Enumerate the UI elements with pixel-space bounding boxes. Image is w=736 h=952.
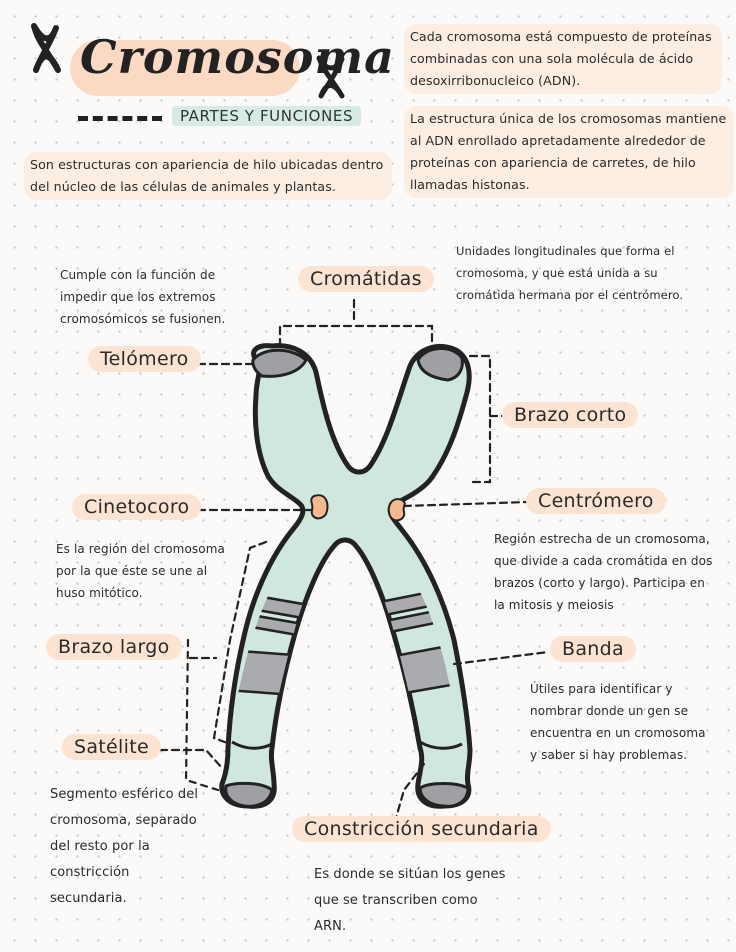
satellite-right-tip — [420, 784, 468, 807]
label-brazo-corto: Brazo corto — [502, 402, 638, 428]
intro-text: Son estructuras con apariencia de hilo ubicadas dentro del núcleo de las células de animales y plantas. — [24, 152, 392, 200]
label-cromatidas: Cromátidas — [298, 266, 434, 292]
label-telomero: Telómero — [88, 346, 201, 372]
page-subtitle: PARTES Y FUNCIONES — [172, 106, 361, 126]
info-text-2: La estructura única de los cromosomas mantiene al ADN enrollado apretadamente alrededor de proteínas con apariencia de carretes, de hilo llamadas histonas. — [404, 106, 734, 198]
desc-centromero: Región estrecha de un cromosoma, que divide a cada cromátida en dos brazos (corto y largo). Participa en la mitosis y meiosis — [494, 532, 713, 612]
label-cinetocoro: Cinetocoro — [72, 494, 201, 520]
label-satelite: Satélite — [62, 734, 161, 760]
kinetochore-left — [311, 495, 327, 518]
desc-satelite: Segmento esférico del cromosoma, separado del resto por la constricción secundaria. — [50, 787, 199, 906]
satellite-left-tip — [226, 783, 272, 806]
desc-telomero: Cumple con la función de impedir que los extremos cromosómicos se fusionen. — [60, 268, 226, 326]
label-banda: Banda — [550, 636, 636, 662]
page-title: Cromosoma — [80, 30, 395, 84]
label-constriccion: Constricción secundaria — [292, 816, 551, 842]
label-brazo-largo: Brazo largo — [46, 634, 182, 660]
desc-cinetocoro: Es la región del cromosoma por la que éste se une al huso mitótico. — [56, 542, 225, 600]
desc-cromatidas: Unidades longitudinales que forma el cromosoma, y que está unida a su cromátida hermana por el centrómero. — [456, 244, 684, 302]
kinetochore-right — [389, 499, 405, 520]
desc-constriccion: Es donde se sitúan los genes que se transcriben como ARN. — [314, 867, 506, 934]
chromosome-body — [222, 346, 470, 807]
info-text-1: Cada cromosoma está compuesto de proteínas combinadas con una sola molécula de ácido desoxirribonucleico (ADN). — [404, 24, 722, 94]
desc-banda: Útiles para identificar y nombrar donde un gen se encuentra en un cromosoma y saber si hay problemas. — [530, 682, 706, 762]
label-centromero: Centrómero — [526, 488, 666, 514]
